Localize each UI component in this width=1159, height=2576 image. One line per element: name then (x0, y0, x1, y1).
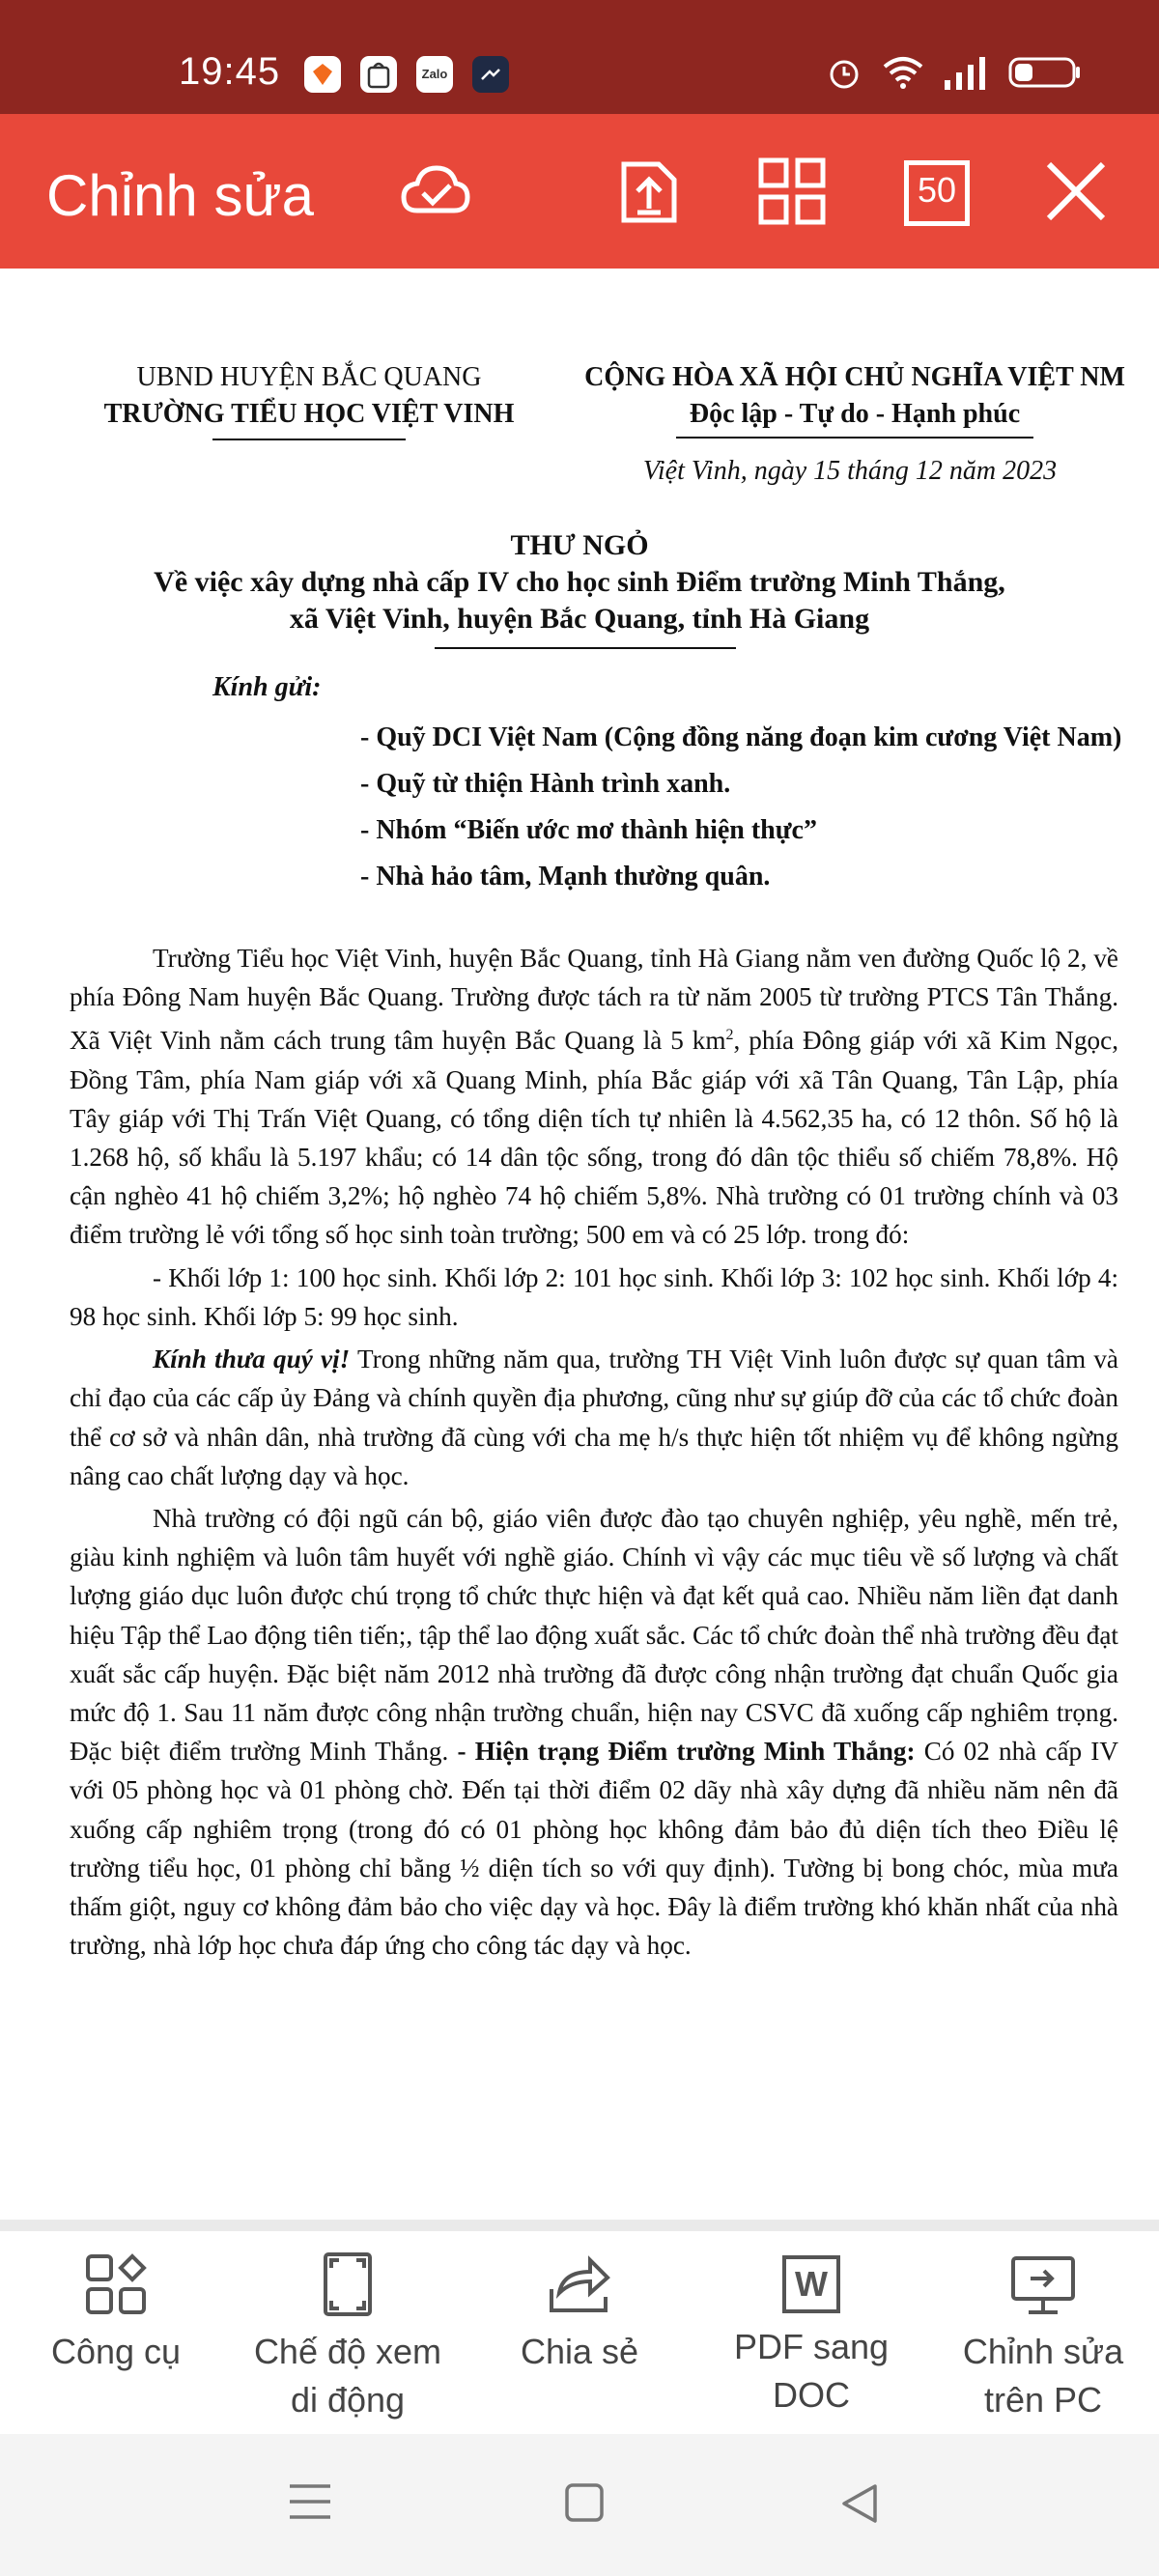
document-page[interactable] (0, 269, 1159, 2220)
tools-icon (82, 2250, 150, 2318)
recipient-item: - Nhà hảo tâm, Mạnh thường quân. (360, 862, 771, 892)
share-label (521, 2328, 638, 2376)
pdf-to-doc-button[interactable] (695, 2231, 927, 2434)
nation-header (570, 359, 1140, 439)
system-nav-bar (0, 2434, 1159, 2576)
paragraph-staff (70, 1499, 1118, 1965)
app-toolbar (0, 114, 1159, 269)
document-subtitle-1: Về việc xây dựng nhà cấp IV cho học sinh Điểm trường Minh Thắng, (154, 566, 1005, 598)
mobile-view-icon (314, 2250, 382, 2318)
share-icon (546, 2250, 613, 2318)
paragraph-address (70, 1340, 1118, 1495)
paragraph-intro-a: Trường Tiểu học Việt Vinh, huyện Bắc Quang, tỉnh Hà Giang nằm ven đường Quốc lộ 2, về phía Đông Nam huyện Bắc Quang. Trường được tách ra từ năm 2005 từ trường PTCS Tân Thắng. Xã Việt Vinh nằm cách trung tâm huyện Bắc Quang là 5 km (70, 944, 1118, 1056)
zalo-icon (416, 56, 453, 93)
paragraph-grades: - Khối lớp 1: 100 học sinh. Khối lớp 2: 101 học sinh. Khối lớp 3: 102 học sinh. Khối lớp 4: 98 học sinh. Khối lớp 5: 99 học sinh. (70, 1262, 1118, 1331)
label-line: PDF sang (733, 2327, 890, 2366)
zalo-label: Zalo (421, 67, 448, 81)
mobile-view-button[interactable] (232, 2231, 464, 2434)
label-line: Công cụ (50, 2332, 182, 2371)
home-icon[interactable] (564, 2482, 605, 2523)
bottom-action-bar (0, 2231, 1159, 2434)
bottom-separator (0, 2220, 1159, 2231)
paragraph-staff-bold: - Hiện trạng Điểm trường Minh Thắng: (448, 1737, 916, 1767)
org-underline (212, 439, 406, 440)
grid-view-icon[interactable] (753, 153, 831, 230)
paragraph-staff-b: Có 02 nhà cấp IV với 05 phòng học và 01 phòng chờ. Đến tại thời điểm 02 dãy nhà xây dựng đã nhiều năm nên đã xuống cấp nghiêm trọng (trong đó có 01 phòng học không đảm bảo đủ diện tích theo Điều lệ trường tiểu học, 01 phòng chỉ bằng ½ diện tích so với quy định). Tường bị bong chóc, mùa mưa thấm giột, nguy cơ không đảm bảo cho việc dạy và học. Đây là điểm trường khó khăn nhất của nhà trường, nhà lớp học chưa đáp ứng cho công tác dạy và học. (70, 1737, 1118, 1961)
org-line1: UBND HUYỆN BẮC QUANG (136, 362, 482, 392)
paragraph-address-lead: Kính thưa quý vị! (153, 1345, 351, 1374)
nation-line1: CỘNG HÒA XÃ HỘI CHỦ NGHĨA VIỆT NM (584, 362, 1125, 392)
label-line: trên PC (983, 2380, 1103, 2420)
recipient-item: - Nhóm “Biến ước mơ thành hiện thực” (360, 815, 817, 845)
word-icon (782, 2255, 840, 2313)
title-divider (435, 647, 736, 649)
cloud-save-icon[interactable] (396, 153, 473, 230)
paragraph-intro (70, 939, 1118, 1255)
back-icon[interactable] (838, 2482, 881, 2525)
greeting: Kính gửi: (212, 672, 322, 702)
document-title: THƯ NGỎ (510, 529, 649, 561)
superscript: 2 (725, 1027, 734, 1044)
nation-underline (676, 437, 1033, 439)
battery-icon (1008, 53, 1082, 92)
pdf-to-doc-label (734, 2323, 889, 2420)
document-date: Việt Vinh, ngày 15 tháng 12 năm 2023 (642, 456, 1058, 486)
label-line: DOC (772, 2375, 850, 2415)
status-bar (0, 0, 1159, 114)
close-icon[interactable] (1037, 153, 1115, 230)
status-right-icons (825, 53, 1082, 92)
alarm-icon (825, 53, 863, 92)
page-count-button[interactable] (896, 153, 974, 230)
shopee-icon (360, 56, 397, 93)
edit-on-pc-label (963, 2328, 1123, 2424)
toolbar-title: Chỉnh sửa (46, 163, 314, 228)
org-line2: TRƯỜNG TIỂU HỌC VIỆT VINH (103, 399, 515, 429)
recipient-list (360, 715, 1121, 900)
paragraph-address-rest: Trong những năm qua, trường TH Việt Vinh luôn được sự quan tâm và chỉ đạo của các cấp ủy Đảng và chính quyền địa phương, cũng như sự giúp đỡ của các tổ chức đoàn thể cơ sở và nhân dân, nhà trường đã cùng với cha mẹ h/s thực hiện tốt nhiệm vụ để không ngừng nâng cao chất lượng dạy và học. (70, 1345, 1119, 1490)
share-button[interactable] (464, 2231, 695, 2434)
paragraph-staff-a: Nhà trường có đội ngũ cán bộ, giáo viên được đào tạo chuyên nghiệp, yêu nghề, mến trẻ, giàu kinh nghiệm và luôn tâm huyết với nghề giáo. Chính vì vậy các mục tiêu về số lượng và chất lượng giáo dục luôn được chú trọng tổ chức thực hiện và đạt kết quả cao. Nhiều năm liền đạt danh hiệu Tập thể Lao động tiên tiến;, tập thể lao động xuất sắc. Các tổ chức đoàn thể nhà trường đều đạt xuất sắc cấp huyện. Đặc biệt năm 2012 nhà trường đã được công nhận trường đạt chuẩn Quốc gia mức độ 1. Sau 11 năm được công nhận trường chuẩn, hiện nay CSVC đã xuống cấp nghiêm trọng. Đặc biệt điểm trường Minh Thắng. (70, 1503, 1118, 1767)
label-line: Chia sẻ (520, 2332, 639, 2371)
recipient-item: - Quỹ từ thiện Hành trình xanh. (360, 769, 731, 799)
wifi-icon (881, 53, 925, 92)
status-time: 19:45 (179, 50, 281, 93)
tools-label (51, 2328, 181, 2376)
app-orange-icon (304, 56, 341, 93)
label-line: di động (290, 2380, 406, 2420)
messenger-icon (472, 56, 509, 93)
mobile-view-label (254, 2328, 441, 2424)
edit-on-pc-button[interactable] (927, 2231, 1159, 2434)
document-title-block (77, 527, 1082, 637)
word-glyph: W (795, 2264, 828, 2304)
page-count-label: 50 (917, 170, 957, 210)
tools-button[interactable] (0, 2231, 232, 2434)
recipient-item: - Quỹ DCI Việt Nam (Cộng đồng năng đoạn kim cương Việt Nam) (360, 722, 1122, 752)
pc-icon (1009, 2250, 1077, 2318)
export-icon[interactable] (610, 153, 688, 230)
label-line: Chế độ xem (253, 2332, 442, 2371)
paragraph-intro-b: , phía Đông giáp với xã Kim Ngọc, Đồng Tâm, phía Nam giáp với xã Quang Minh, phía Bắc giáp với xã Tân Quang, Tân Lập, phía Tây giáp với Thị Trấn Việt Quang, có tổng diện tích tự nhiên là 4.562,35 ha, có 12 thôn. Số hộ là 1.268 hộ, số khẩu là 5.197 khẩu; có 14 dân tộc sống, trong đó dân tộc thiểu số chiếm 78,8%. Hộ cận nghèo 41 hộ chiếm 3,2%; hộ nghèo 74 hộ chiếm 5,8%. Nhà trường có 01 trường chính và 03 điểm trường lẻ với tổng số học sinh toàn trường; 500 em và có 25 lớp. trong đó: (70, 1026, 1118, 1250)
document-body (70, 939, 1118, 1968)
label-line: Chỉnh sửa (962, 2332, 1124, 2371)
org-header (97, 359, 522, 440)
document-subtitle-2: xã Việt Vinh, huyện Bắc Quang, tỉnh Hà Giang (289, 603, 870, 635)
nation-line2: Độc lập - Tự do - Hạnh phúc (689, 399, 1021, 429)
menu-icon[interactable] (288, 2482, 332, 2521)
signal-icon (943, 53, 991, 92)
